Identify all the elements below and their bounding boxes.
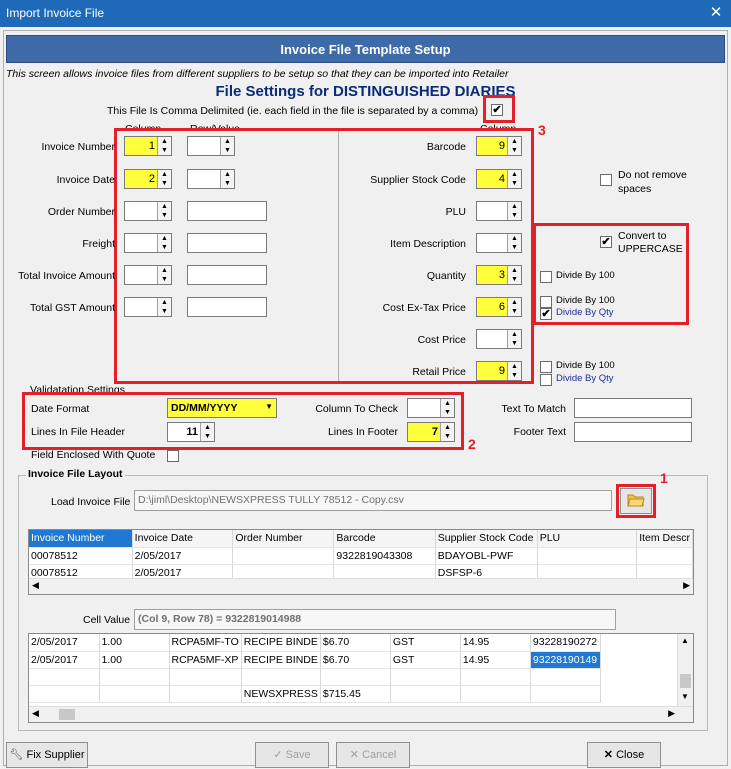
grid-horizontal-scrollbar[interactable] — [29, 578, 693, 594]
raw-cell[interactable]: 1.00 — [99, 634, 169, 651]
raw-grid-horizontal-scrollbar[interactable] — [29, 706, 693, 722]
cost-divide-qty-checkbox[interactable]: ✔ — [541, 308, 551, 320]
table-row[interactable] — [29, 634, 600, 651]
raw-cell-selected[interactable]: 93228190149 — [530, 651, 600, 668]
cost-divide-100-label: Divide By 100 — [556, 295, 615, 306]
grid-cell[interactable]: BDAYOBL-PWF — [435, 547, 537, 564]
footer-text-input[interactable] — [574, 422, 692, 442]
lines-header-spinner[interactable]: 11 ▲ ▼ — [167, 422, 215, 442]
plu-column[interactable]: ▲ ▼ — [476, 201, 522, 221]
supplier-stock-code-column[interactable]: 4 ▲ ▼ — [476, 169, 522, 189]
cost-ex-tax-price-column[interactable]: 6 ▲ ▼ — [476, 297, 522, 317]
marker-2: 2 — [468, 436, 476, 452]
invoice-date-column[interactable]: 2 ▲ ▼ — [124, 169, 172, 189]
invoice-number-column[interactable]: 1 ▲ ▼ — [124, 136, 172, 156]
grid-cell[interactable]: 2/05/2017 — [132, 547, 233, 564]
do-not-remove-spaces-label: Do not remove spaces — [618, 169, 687, 195]
close-button[interactable] — [587, 742, 661, 768]
order-number-value[interactable] — [187, 201, 267, 221]
raw-cell[interactable] — [390, 668, 460, 685]
fix-supplier-button[interactable] — [6, 742, 88, 768]
scroll-left-icon[interactable]: ◀ — [32, 708, 39, 718]
lines-footer-spinner[interactable]: 7 ▲ ▼ — [407, 422, 455, 442]
comma-delimited-label: This File Is Comma Delimited (ie. each field in the file is separated by a comma) — [107, 105, 479, 117]
footer-text-label: Footer Text — [513, 426, 566, 438]
raw-cell[interactable] — [460, 668, 530, 685]
freight-column[interactable]: ▲ ▼ — [124, 233, 172, 253]
table-row[interactable] — [29, 685, 600, 702]
raw-cell[interactable] — [241, 668, 320, 685]
grid-header-cell[interactable]: Item Descr — [637, 530, 693, 547]
freight-label: Freight — [82, 238, 115, 250]
scroll-left-icon[interactable]: ◀ — [32, 580, 39, 590]
raw-file-grid[interactable] — [28, 633, 694, 723]
raw-cell[interactable]: RECIPE BINDE — [241, 651, 320, 668]
file-path-input[interactable]: D:\jiml\Desktop\NEWSXPRESS TULLY 78512 - Copy.csv — [134, 490, 612, 511]
cancel-x-icon: ✕ — [349, 749, 359, 761]
cost-ex-tax-price-label: Cost Ex-Tax Price — [382, 302, 466, 314]
raw-cell[interactable] — [320, 668, 390, 685]
retail-divide-qty-label: Divide By Qty — [556, 373, 614, 384]
grid-cell[interactable]: 00078512 — [29, 547, 132, 564]
quantity-column[interactable]: 3 ▲ ▼ — [476, 265, 522, 285]
raw-cell[interactable]: $6.70 — [320, 651, 390, 668]
wrench-icon: 🔧︎ — [9, 749, 24, 761]
load-invoice-file-label: Load Invoice File — [51, 496, 131, 508]
text-to-match-input[interactable] — [574, 398, 692, 418]
fields-divider — [338, 131, 339, 381]
grid-cell[interactable]: DSFSP-6 — [435, 564, 537, 581]
cell-value-field[interactable]: (Col 9, Row 78) = 9322819014988 — [134, 609, 616, 630]
column-to-check-label: Column To Check — [315, 403, 398, 415]
retail-price-column[interactable]: 9 ▲ ▼ — [476, 361, 522, 381]
retail-divide-100-label: Divide By 100 — [556, 360, 615, 371]
grid-header-cell[interactable]: Invoice Number — [29, 530, 132, 547]
banner-title: Invoice File Template Setup — [6, 35, 725, 63]
raw-cell[interactable]: 2/05/2017 — [29, 634, 99, 651]
quantity-label: Quantity — [426, 270, 466, 282]
date-format-value: DD/MM/YYYY — [171, 402, 238, 414]
grid-cell[interactable]: 2/05/2017 — [132, 564, 233, 581]
lines-header-label: Lines In File Header — [31, 426, 125, 438]
freight-value[interactable] — [187, 233, 267, 253]
marker-3: 3 — [538, 122, 546, 138]
raw-cell[interactable]: $715.45 — [320, 685, 390, 702]
validation-group-title: Validatation Settings — [30, 384, 125, 396]
table-row[interactable] — [29, 668, 600, 685]
total-invoice-amount-value[interactable] — [187, 265, 267, 285]
raw-cell[interactable]: $6.70 — [320, 634, 390, 651]
raw-cell[interactable]: RCPA5MF-XP — [169, 651, 241, 668]
item-description-label: Item Description — [390, 238, 466, 250]
lines-footer-label: Lines In Footer — [327, 426, 398, 438]
text-to-match-label: Text To Match — [501, 403, 566, 415]
order-number-column[interactable]: ▲ ▼ — [124, 201, 172, 221]
parsed-invoice-grid[interactable] — [28, 529, 694, 595]
barcode-column[interactable]: 9 ▲ ▼ — [476, 136, 522, 156]
close-label: Close — [616, 749, 645, 761]
grid-header-cell[interactable]: Invoice Date — [132, 530, 233, 547]
close-x-icon: ✕ — [603, 749, 614, 761]
invoice-number-row[interactable]: ▲ ▼ — [187, 136, 235, 156]
grid-header-cell[interactable]: Supplier Stock Code — [435, 530, 537, 547]
do-not-remove-spaces-checkbox[interactable] — [600, 174, 612, 186]
raw-cell[interactable]: 1.00 — [99, 651, 169, 668]
invoice-number-label: Invoice Number — [41, 141, 115, 153]
raw-cell[interactable] — [29, 685, 99, 702]
grid-header-cell[interactable]: Order Number — [233, 530, 334, 547]
raw-cell[interactable]: NEWSXPRESS — [241, 685, 320, 702]
grid-header-row — [29, 530, 693, 547]
raw-cell[interactable]: GST — [390, 634, 460, 651]
raw-cell[interactable] — [29, 668, 99, 685]
date-format-select[interactable] — [167, 398, 277, 418]
table-row[interactable] — [29, 651, 600, 668]
raw-cell[interactable]: RECIPE BINDE — [241, 634, 320, 651]
open-folder-button[interactable] — [620, 488, 652, 514]
raw-cell[interactable]: 93228190272 — [530, 634, 600, 651]
cost-divide-qty-label: Divide By Qty — [556, 307, 614, 318]
comma-delimited-checkbox[interactable]: ✔ — [492, 104, 502, 116]
checkmark-icon: ✓ — [273, 749, 283, 761]
scroll-down-icon[interactable]: ▼ — [681, 692, 689, 701]
quantity-divide-100-checkbox[interactable] — [540, 271, 552, 283]
grid-cell[interactable]: 00078512 — [29, 564, 132, 581]
column-to-check-spinner[interactable]: ▲ ▼ — [407, 398, 455, 418]
cancel-button[interactable] — [336, 742, 410, 768]
file-settings-heading: File Settings for DISTINGUISHED DIARIES — [215, 83, 516, 100]
raw-cell[interactable] — [530, 685, 600, 702]
retail-price-label: Retail Price — [412, 366, 466, 378]
highlight-box-comma — [483, 95, 515, 123]
total-gst-amount-value[interactable] — [187, 297, 267, 317]
cost-divide-100-checkbox[interactable] — [540, 296, 552, 308]
raw-cell[interactable] — [99, 668, 169, 685]
cost-price-column[interactable]: ▲ ▼ — [476, 329, 522, 349]
scroll-thumb[interactable] — [59, 709, 75, 720]
window-title: Import Invoice File — [6, 6, 105, 20]
grid-cell[interactable] — [537, 547, 637, 564]
invoice-date-row[interactable]: ▲ ▼ — [187, 169, 235, 189]
grid-cell[interactable]: 9322819043308 — [334, 547, 435, 564]
raw-cell[interactable] — [460, 685, 530, 702]
table-row[interactable] — [29, 547, 693, 564]
raw-cell[interactable]: 14.95 — [460, 634, 530, 651]
order-number-label: Order Number — [47, 206, 115, 218]
save-button[interactable] — [255, 742, 329, 768]
highlight-box-fields — [114, 128, 534, 384]
raw-cell[interactable] — [169, 685, 241, 702]
save-label: Save — [285, 749, 311, 761]
raw-cell[interactable] — [390, 685, 460, 702]
cost-price-label: Cost Price — [417, 334, 466, 346]
field-enclosed-quote-label: Field Enclosed With Quote — [31, 449, 156, 461]
plu-label: PLU — [445, 206, 466, 218]
fix-supplier-label: Fix Supplier — [26, 749, 85, 761]
raw-cell[interactable]: 2/05/2017 — [29, 651, 99, 668]
field-enclosed-quote-checkbox[interactable] — [167, 450, 179, 462]
raw-cell[interactable] — [169, 668, 241, 685]
scroll-right-icon[interactable]: ▶ — [683, 580, 690, 590]
total-invoice-amount-label: Total Invoice Amount — [18, 270, 115, 282]
cell-value-label: Cell Value — [83, 614, 131, 626]
quantity-divide-100-label: Divide By 100 — [556, 270, 615, 281]
raw-cell[interactable]: RCPA5MF-TO — [169, 634, 241, 651]
chevron-down-icon: ▼ — [265, 402, 273, 411]
convert-uppercase-checkbox[interactable]: ✔ — [601, 236, 611, 248]
total-gst-amount-label: Total GST Amount — [29, 302, 115, 314]
marker-1: 1 — [660, 470, 668, 486]
scroll-up-icon[interactable]: ▲ — [681, 636, 689, 645]
grid-header-cell[interactable]: Barcode — [334, 530, 435, 547]
folder-icon — [627, 493, 645, 507]
raw-cell[interactable] — [530, 668, 600, 685]
retail-divide-100-checkbox[interactable] — [540, 361, 552, 373]
scroll-right-icon[interactable]: ▶ — [668, 708, 675, 718]
grid-cell[interactable] — [233, 547, 334, 564]
total-invoice-amount-column[interactable]: ▲ ▼ — [124, 265, 172, 285]
date-format-label: Date Format — [31, 403, 90, 415]
convert-uppercase-label: Convert to UPPERCASE — [618, 230, 683, 255]
raw-grid-vertical-scrollbar[interactable] — [677, 634, 693, 706]
invoice-date-label: Invoice Date — [56, 174, 115, 186]
title-bar — [0, 0, 731, 27]
supplier-stock-code-label: Supplier Stock Code — [370, 174, 466, 186]
item-description-column[interactable]: ▲ ▼ — [476, 233, 522, 253]
retail-divide-qty-checkbox[interactable] — [540, 374, 552, 386]
grid-header-cell[interactable]: PLU — [537, 530, 637, 547]
close-icon[interactable]: ✕ — [709, 4, 723, 21]
cancel-label: Cancel — [362, 749, 397, 761]
grid-cell[interactable] — [637, 547, 693, 564]
scroll-thumb[interactable] — [680, 674, 691, 688]
description-text: This screen allows invoice files from different suppliers to be setup so that they can be imported into Retailer — [6, 68, 509, 80]
total-gst-amount-column[interactable]: ▲ ▼ — [124, 297, 172, 317]
barcode-label: Barcode — [426, 141, 466, 153]
invoice-file-layout-title: Invoice File Layout — [28, 468, 123, 480]
raw-cell[interactable]: GST — [390, 651, 460, 668]
raw-cell[interactable]: 14.95 — [460, 651, 530, 668]
raw-cell[interactable] — [99, 685, 169, 702]
